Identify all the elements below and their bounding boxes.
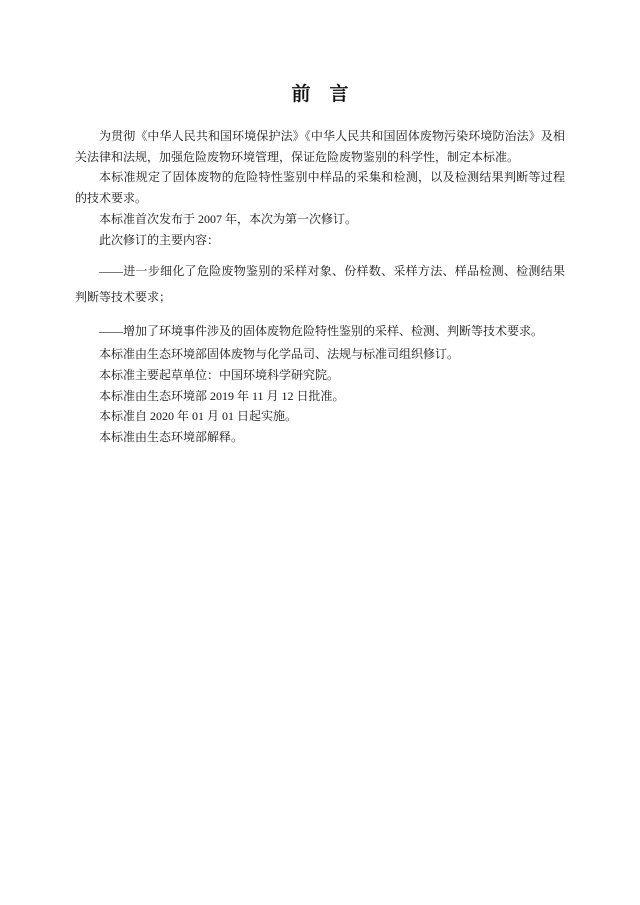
foreword-section xyxy=(0,0,640,448)
revision-item-sampling-detail: ——进一步细化了危险废物鉴别的采样对象、份样数、采样方法、样品检测、检测结果判断等技术要求； xyxy=(75,264,565,305)
revision-item-environmental-incidents: ——增加了环境事件涉及的固体废物危险特性鉴别的采样、检测、判断等技术要求。 xyxy=(99,324,544,339)
paragraph-implementation-date: 本标准自 2020 年 01 月 01 日起实施。 xyxy=(99,409,298,424)
paragraph-organizing-department: 本标准由生态环境部固体废物与化学品司、法规与标准司组织修订。 xyxy=(99,347,460,362)
paragraph-drafting-unit: 本标准主要起草单位：中国环境科学研究院。 xyxy=(99,367,340,382)
paragraph-first-issue: 本标准首次发布于 2007 年，本次为第一次修订。 xyxy=(99,211,358,226)
paragraph-revision-intro: 此次修订的主要内容： xyxy=(99,232,220,247)
foreword-title: 前 言 xyxy=(291,84,349,105)
paragraph-interpretation: 本标准由生态环境部解释。 xyxy=(99,430,244,445)
paragraph-approval-date: 本标准由生态环境部 2019 年 11 月 12 日批准。 xyxy=(99,388,345,403)
paragraph-purpose: 为贯彻《中华人民共和国环境保护法》《中华人民共和国固体废物污染环境防治法》及相关法律和法规，加强危险废物环境管理，保证危险废物鉴别的科学性，制定本标准。 xyxy=(75,129,565,164)
paragraph-scope: 本标准规定了固体废物的危险特性鉴别中样品的采集和检测，以及检测结果判断等过程的技术要求。 xyxy=(75,170,565,206)
